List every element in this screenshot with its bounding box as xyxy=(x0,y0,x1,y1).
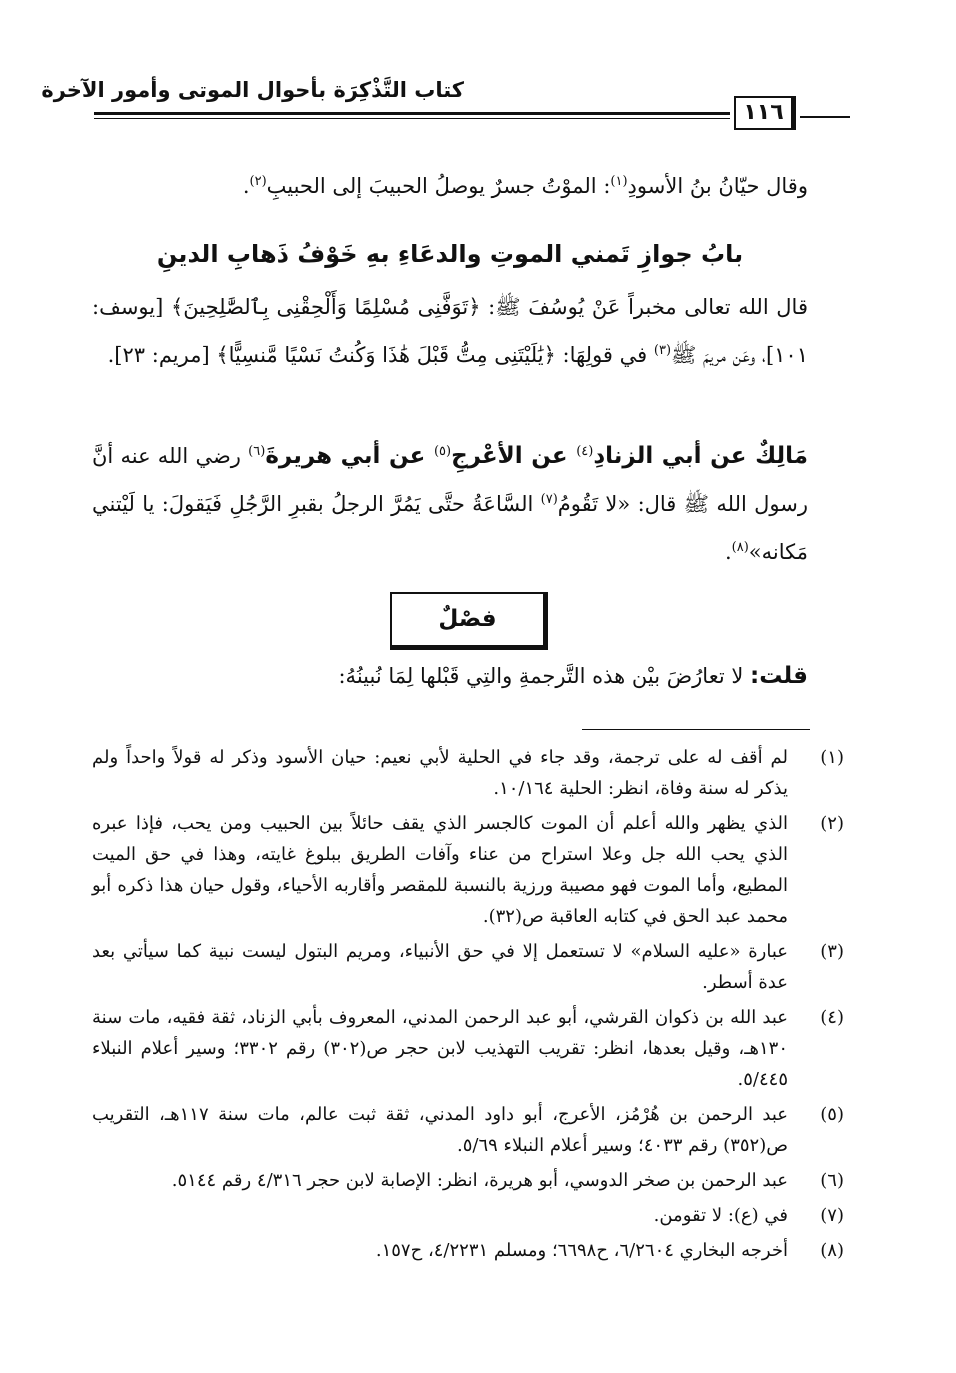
footnote-1 xyxy=(92,742,844,804)
footnote-7 xyxy=(92,1200,844,1231)
footnote-8 xyxy=(92,1235,844,1266)
footnote-number: (٤) xyxy=(820,1007,844,1028)
qult-text: لا تعارُضَ بيْن هذه التَّرجمةِ والتِي قَبْلها لِمَا نُبينُهُ: xyxy=(338,664,750,688)
footnote-ref-8[interactable]: (٨) xyxy=(731,540,749,555)
footnote-2 xyxy=(92,808,844,932)
footnote-text: أخرجه البخاري ٦/٢٦٠٤، ح٦٦٩٨؛ ومسلم ٤/٢٢٣١، ح١٥٧. xyxy=(375,1240,788,1261)
footnote-ref-1[interactable]: (١) xyxy=(610,174,628,189)
footnote-ref-3[interactable]: (٣) xyxy=(653,343,672,358)
hadith-text-a: رسول الله ﷺ قال: «لا تَقُومُ xyxy=(557,492,808,516)
footnote-number: (٢) xyxy=(820,813,844,834)
hadith-text-end: . xyxy=(724,540,732,564)
footnote-6 xyxy=(92,1165,844,1196)
isnad-abu-hurayra: عن أبي هريرةَ xyxy=(265,443,434,469)
footnote-3 xyxy=(92,936,844,998)
footnote-number: (١) xyxy=(820,747,844,768)
footnote-number: (٧) xyxy=(820,1205,844,1226)
footnote-text: الذي يظهر والله أعلم أن الموت كالجسر الذي يقف حائلاً بين الحبيب ومن يحب، فإذا عبره الذي يحب الله جل وعلا استراح من عناء وآفات الطريق ببلوغ غايته، وهذا في حق الميت المطيع، وأما الموت فهو مصيبة ورزية بالنسبة للمقصر وأقاربه الأحياء، وقول حيان هذا ذكره أبو محمد عبد الحق في كتابه العاقبة ص(٣٢). xyxy=(92,813,788,927)
chapter-heading: بابُ جوازِ تَمني الموتِ والدعَاءِ بهِ خَوْفُ ذَهابِ الدينِ xyxy=(156,240,744,268)
isnad-malik: مَالِكٌ عن أبي الزنادِ xyxy=(593,443,808,469)
footnote-ref-6[interactable]: (٦) xyxy=(248,444,266,459)
footnote-number: (٦) xyxy=(820,1170,844,1191)
footnotes xyxy=(92,742,844,1270)
footnote-text: في (ع): لا تقومن. xyxy=(653,1205,788,1226)
footnote-number: (٨) xyxy=(820,1240,844,1261)
footnote-5 xyxy=(92,1099,844,1161)
footnote-ref-7[interactable]: (٧) xyxy=(540,492,558,507)
footnote-ref-5[interactable]: (٥) xyxy=(433,444,452,459)
footnote-separator xyxy=(582,729,810,730)
footnote-number: (٥) xyxy=(820,1104,844,1125)
paragraph-quran xyxy=(92,286,808,377)
running-header-title: كتاب التَّذْكِرَة بأحوال الموتى وأمور الآخرة xyxy=(41,78,464,102)
footnote-ref-4[interactable]: (٤) xyxy=(576,444,594,459)
fasl-section-box: فصْلٌ xyxy=(390,592,548,650)
header-rule-right xyxy=(800,116,850,118)
footnote-ref-2[interactable]: (٢) xyxy=(249,174,267,189)
footnote-text: عبد الله بن ذكوان القرشي، أبو عبد الرحمن المدني، المعروف بأبي الزناد، ثقة فقيه، مات سنة ١٣٠هـ، وقيل بعدها، انظر: تقريب التهذيب لابن حجر ص(٣٠٢) رقم ٣٣٠٢؛ وسير أعلام النبلاء ٥/٤٤٥. xyxy=(92,1007,788,1090)
footnote-text: عبد الرحمن بن هُرْمُز، الأعرج، أبو داود المدني، ثقة ثبت عالم، مات سنة ١١٧هـ، التقريب ص(٣٥٢) رقم ٤٠٣٣؛ وسير أعلام النبلاء ٥/٦٩. xyxy=(92,1104,789,1156)
qult-label: قلت: xyxy=(750,663,808,689)
quote-rest: : الموْتُ جسرٌ يوصلُ الحبيبَ إلى الحبيبِ xyxy=(266,174,611,198)
footnote-text: عبارة «عليه السلام» لا تستعمل إلا في حق الأنبياء، ومريم البتول ليست نبية كما سيأتي بعد عدة أسطر. xyxy=(92,941,788,993)
quote-end: . xyxy=(242,174,250,198)
isnad-araj: عن الأعْرجِ xyxy=(451,443,577,469)
header-rule-thin xyxy=(94,118,730,119)
page-number: ١١٦ xyxy=(734,96,796,130)
qult-line xyxy=(92,655,808,698)
footnote-text: لم أقف له على ترجمة، وقد جاء في الحلية لأبي نعيم: حيان الأسود وذكر له قولاً واحداً ولم يذكر له سنة وفاة، انظر: الحلية ١٠/١٦٤. xyxy=(92,747,788,799)
quote-text: وقال حيّانُ بنُ الأسودِ xyxy=(627,174,808,198)
quote-line xyxy=(92,160,808,208)
header-rule-thick xyxy=(94,112,730,115)
footnote-number: (٣) xyxy=(820,941,844,962)
paragraph-hadith xyxy=(92,430,808,574)
footnote-text: عبد الرحمن بن صخر الدوسي، أبو هريرة، انظر: الإصابة لابن حجر ٤/٣١٦ رقم ٥١٤٤. xyxy=(171,1170,788,1191)
hadith-text-b: السَّاعَةُ حتَّى يَمُرَّ الرجلُ بقبرِ الرَّجُلِ فَيَقولَ: يا لَيْتني مَكانه» xyxy=(92,492,808,564)
paragraph-quran-b: في قولِهَا: ﴿يَٰلَيْتَنِى مِتُّ قَبْلَ هَٰذَا وَكُنتُ نَسْيًا مَّنسِيًّا﴾ [مريم: ٢٣]. xyxy=(107,343,654,367)
footnote-4 xyxy=(92,1002,844,1095)
paragraph-quran-a: قال الله تعالى مخبراً عَنْ يُوسُفَ ﷺ: ﴿تَوَفَّنِى مُسْلِمًا وَأَلْحِقْنِى بِٱلصَّٰلِحِينَ﴾ [يوسف: ١٠١]، وعَن مريمَ ﷺ xyxy=(92,295,808,367)
isnad-end: رضي الله عنه أنَّ xyxy=(92,444,249,468)
